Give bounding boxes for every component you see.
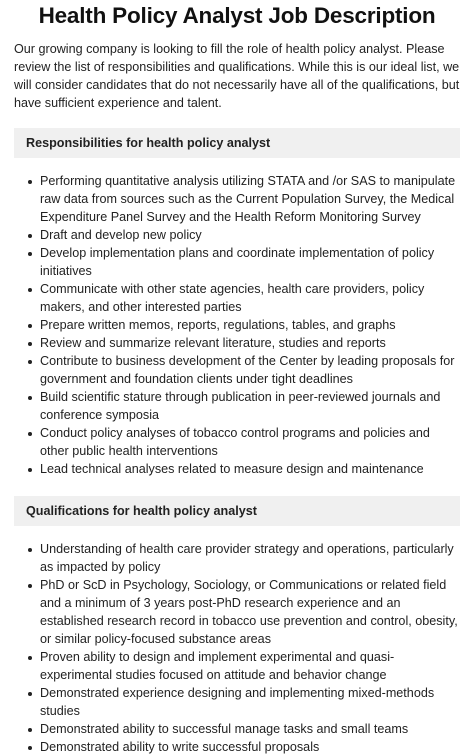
list-item: Communicate with other state agencies, health care providers, policy makers, and other interested parties — [14, 280, 460, 316]
intro-paragraph: Our growing company is looking to fill the role of health policy analyst. Please review the list of responsibilities and qualifications. While this is our ideal list, we will consider candidates that do not necessarily have all of the qualifications, but have sufficient experience and talent. — [14, 42, 460, 110]
list-item: Draft and develop new policy — [14, 226, 460, 244]
list-item: Performing quantitative analysis utilizing STATA and /or SAS to manipulate raw data from sources such as the Current Population Survey, the Medical Expenditure Panel Survey and the Health Reform Monitoring Survey — [14, 172, 460, 226]
list-item: Develop implementation plans and coordinate implementation of policy initiatives — [14, 244, 460, 280]
list-item: PhD or ScD in Psychology, Sociology, or Communications or related field and a minimum of 3 years post-PhD research experience and an established research record in tobacco use prevention and control, obesity, or similar policy-focused substance areas — [14, 576, 460, 648]
list-item: Conduct policy analyses of tobacco control programs and policies and other public health interventions — [14, 424, 460, 460]
list-item: Contribute to business development of the Center by leading proposals for government and foundation clients under tight deadlines — [14, 352, 460, 388]
list-item: Build scientific stature through publication in peer-reviewed journals and conference symposia — [14, 388, 460, 424]
list-item: Demonstrated ability to successful manage tasks and small teams — [14, 720, 460, 738]
list-item: Review and summarize relevant literature, studies and reports — [14, 334, 460, 352]
list-item: Understanding of health care provider strategy and operations, particularly as impacted by policy — [14, 540, 460, 576]
list-item: Prepare written memos, reports, regulations, tables, and graphs — [14, 316, 460, 334]
list-item: Demonstrated experience designing and implementing mixed-methods studies — [14, 684, 460, 720]
qualifications-list — [14, 540, 460, 756]
qualifications-header: Qualifications for health policy analyst — [14, 496, 460, 526]
responsibilities-list — [14, 172, 460, 478]
list-item: Demonstrated ability to write successful proposals — [14, 738, 460, 756]
page-title: Health Policy Analyst Job Description — [38, 3, 436, 28]
list-item: Proven ability to design and implement experimental and quasi-experimental studies focused on attitude and behavior change — [14, 648, 460, 684]
responsibilities-header: Responsibilities for health policy analyst — [14, 128, 460, 158]
list-item: Lead technical analyses related to measure design and maintenance — [14, 460, 460, 478]
